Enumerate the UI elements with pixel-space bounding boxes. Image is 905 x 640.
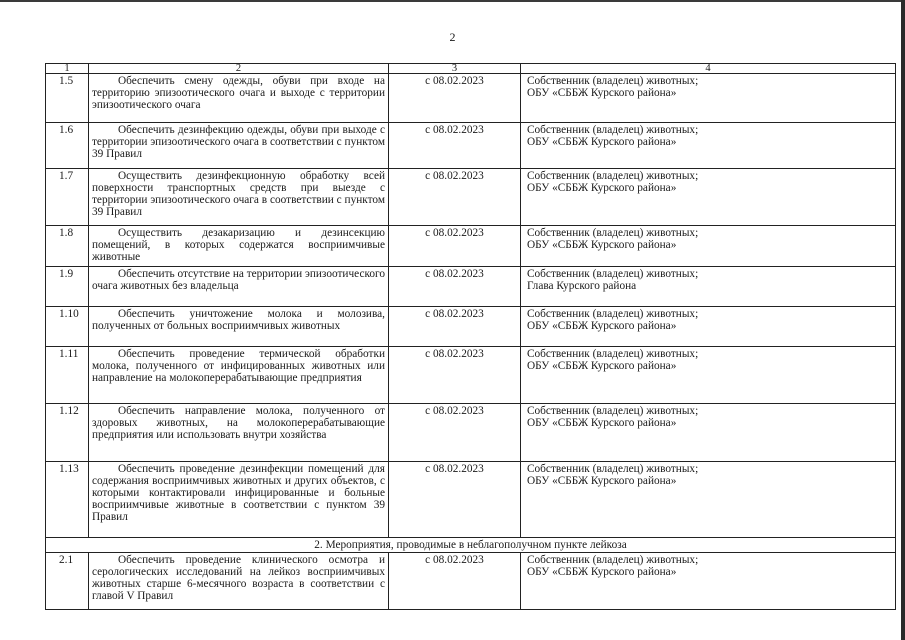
start-date: с 08.02.2023 xyxy=(389,169,521,226)
start-date: с 08.02.2023 xyxy=(389,553,521,610)
column-number: 1 xyxy=(46,64,89,74)
column-number: 3 xyxy=(389,64,521,74)
measure-text: Обеспечить уничтожение молока и молозива, полученных от больных восприимчивых животных xyxy=(89,307,389,347)
responsible-owner: Собственник (владелец) животных; xyxy=(527,554,699,566)
responsible-agency: ОБУ «СББЖ Курского района» xyxy=(527,475,677,487)
measure-text: Обеспечить отсутствие на территории эпизоотического очага животных без владельца xyxy=(89,267,389,307)
row-number: 1.13 xyxy=(46,462,89,538)
responsible-cell xyxy=(521,169,896,226)
measure-text: Обеспечить направление молока, полученного от здоровых животных, на молокоперерабатывающие предприятия или использовать внутри хозяйства xyxy=(89,404,389,462)
row-number: 1.5 xyxy=(46,74,89,123)
measure-text: Осуществить дезинфекционную обработку всей поверхности транспортных средств при выезде с территории эпизоотического очага в соответствии с пунктом 39 Правил xyxy=(89,169,389,226)
start-date: с 08.02.2023 xyxy=(389,404,521,462)
responsible-agency: ОБУ «СББЖ Курского района» xyxy=(527,566,677,578)
responsible-agency: ОБУ «СББЖ Курского района» xyxy=(527,182,677,194)
table-row xyxy=(46,404,896,462)
table-row xyxy=(46,74,896,123)
column-number: 2 xyxy=(89,64,389,74)
responsible-agency: ОБУ «СББЖ Курского района» xyxy=(527,417,677,429)
start-date: с 08.02.2023 xyxy=(389,462,521,538)
column-number: 4 xyxy=(521,64,896,74)
responsible-agency: ОБУ «СББЖ Курского района» xyxy=(527,360,677,372)
responsible-cell xyxy=(521,74,896,123)
measures-table xyxy=(45,63,896,610)
responsible-cell xyxy=(521,404,896,462)
table-row xyxy=(46,347,896,404)
table-row xyxy=(46,169,896,226)
row-number: 1.12 xyxy=(46,404,89,462)
measure-text: Обеспечить проведение дезинфекции помещений для содержания восприимчивых животных и других объектов, с которыми контактировали инфицированные и больные восприимчивые животные в соответствии с пунктом 39 Правил xyxy=(89,462,389,538)
start-date: с 08.02.2023 xyxy=(389,123,521,169)
row-number: 2.1 xyxy=(46,553,89,610)
responsible-owner: Собственник (владелец) животных; xyxy=(527,170,699,182)
scan-edge-right xyxy=(901,0,905,640)
section-header-row xyxy=(46,538,896,553)
start-date: с 08.02.2023 xyxy=(389,267,521,307)
responsible-cell xyxy=(521,123,896,169)
scan-edge-top xyxy=(0,0,905,2)
start-date: с 08.02.2023 xyxy=(389,307,521,347)
responsible-cell xyxy=(521,307,896,347)
measure-text: Обеспечить дезинфекцию одежды, обуви при выходе с территории эпизоотического очага в соответствии с пунктом 39 Правил xyxy=(89,123,389,169)
responsible-cell xyxy=(521,553,896,610)
responsible-cell xyxy=(521,462,896,538)
responsible-agency: ОБУ «СББЖ Курского района» xyxy=(527,239,677,251)
start-date: с 08.02.2023 xyxy=(389,347,521,404)
responsible-agency: Глава Курского района xyxy=(527,280,637,292)
table-row xyxy=(46,226,896,267)
responsible-owner: Собственник (владелец) животных; xyxy=(527,124,699,136)
column-numbers-row xyxy=(46,64,896,74)
responsible-owner: Собственник (владелец) животных; xyxy=(527,75,699,87)
responsible-owner: Собственник (владелец) животных; xyxy=(527,308,699,320)
responsible-owner: Собственник (владелец) животных; xyxy=(527,463,699,475)
measure-text: Осуществить дезакаризацию и дезинсекцию помещений, в которых содержатся восприимчивые животные xyxy=(89,226,389,267)
section-title: 2. Мероприятия, проводимые в неблагополучном пункте лейкоза xyxy=(46,538,896,553)
responsible-cell xyxy=(521,226,896,267)
responsible-cell xyxy=(521,347,896,404)
table-row xyxy=(46,462,896,538)
responsible-cell xyxy=(521,267,896,307)
table-row xyxy=(46,123,896,169)
table-row xyxy=(46,267,896,307)
row-number: 1.8 xyxy=(46,226,89,267)
row-number: 1.6 xyxy=(46,123,89,169)
responsible-owner: Собственник (владелец) животных; xyxy=(527,348,699,360)
measure-text: Обеспечить смену одежды, обуви при входе на территорию эпизоотического очага и выходе с территории эпизоотического очага xyxy=(89,74,389,123)
responsible-owner: Собственник (владелец) животных; xyxy=(527,405,699,417)
page-number: 2 xyxy=(449,30,456,44)
row-number: 1.7 xyxy=(46,169,89,226)
measure-text: Обеспечить проведение термической обработки молока, полученного от инфицированных животных или направление на молокоперерабатывающие предприятия xyxy=(89,347,389,404)
responsible-owner: Собственник (владелец) животных; xyxy=(527,268,699,280)
row-number: 1.11 xyxy=(46,347,89,404)
start-date: с 08.02.2023 xyxy=(389,226,521,267)
responsible-owner: Собственник (владелец) животных; xyxy=(527,227,699,239)
table-row xyxy=(46,307,896,347)
start-date: с 08.02.2023 xyxy=(389,74,521,123)
responsible-agency: ОБУ «СББЖ Курского района» xyxy=(527,87,677,99)
row-number: 1.9 xyxy=(46,267,89,307)
responsible-agency: ОБУ «СББЖ Курского района» xyxy=(527,320,677,332)
row-number: 1.10 xyxy=(46,307,89,347)
responsible-agency: ОБУ «СББЖ Курского района» xyxy=(527,136,677,148)
table-row xyxy=(46,553,896,610)
measure-text: Обеспечить проведение клинического осмотра и серологических исследований на лейкоз восприимчивых животных старше 6-месячного возраста в соответствии с главой V Правил xyxy=(89,553,389,610)
